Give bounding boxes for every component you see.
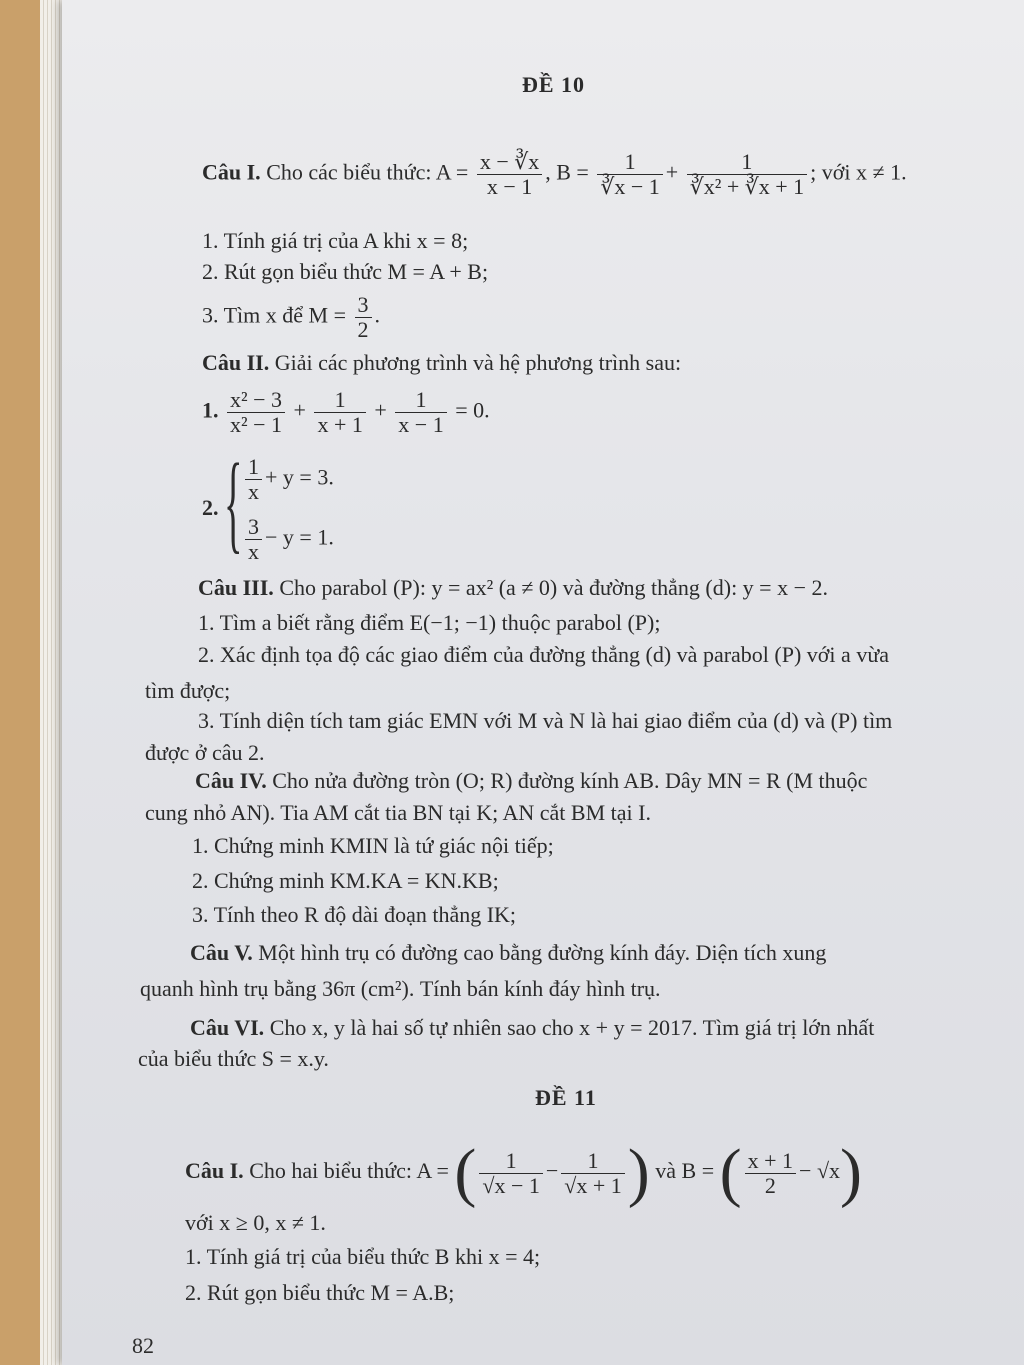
s2-fraction	[245, 515, 262, 564]
q3-item-1: 1. Tìm a biết rằng điểm E(−1; −1) thuộc parabol (P);	[198, 610, 661, 635]
de11-b1-fraction	[745, 1149, 796, 1198]
de10-question-1	[202, 150, 907, 199]
and-b: và B =	[655, 1158, 715, 1184]
eq-fraction-2	[314, 388, 365, 437]
a2-denominator: √x + 1	[564, 1172, 622, 1198]
f1-denominator: x² − 1	[230, 412, 283, 437]
de10-question-6	[190, 1015, 874, 1041]
q4-text-b: cung nhỏ AN). Tia AM cắt tia BN tại K; AN cắt BM tại I.	[145, 800, 651, 825]
fraction-b2	[687, 150, 807, 199]
q1-item-3-text: 3. Tìm x để M =	[202, 302, 346, 328]
system-line-2	[242, 515, 334, 564]
a-numerator: x − ∛x	[477, 150, 542, 175]
q5-label: Câu V.	[190, 940, 253, 965]
q4-item-3: 3. Tính theo R độ dài đoạn thẳng IK;	[192, 902, 517, 927]
s2-rest: − y = 1.	[265, 524, 334, 550]
close-paren-b: )	[840, 1136, 862, 1209]
fraction-b1	[597, 150, 662, 199]
i3-end: .	[374, 302, 380, 328]
de11-q1-intro: Cho hai biểu thức: A =	[249, 1158, 449, 1184]
q5-text-a: Một hình trụ có đường cao bằng đường kính đáy. Diện tích xung	[258, 940, 827, 965]
page-stack-edge	[40, 0, 64, 1365]
q3-item-2b: tìm được;	[145, 678, 231, 703]
s1-numerator: 1	[245, 455, 262, 480]
de11-question-1	[185, 1136, 862, 1209]
b2-denominator: ∛x² + ∛x + 1	[689, 174, 805, 199]
de10-question-2	[202, 350, 681, 376]
system-line-1	[242, 455, 334, 504]
q1-item-2: 2. Rút gọn biểu thức M = A + B;	[202, 259, 489, 284]
de11-q1-label: Câu I.	[185, 1158, 244, 1184]
q1-item-1: 1. Tính giá trị của A khi x = 8;	[202, 228, 469, 253]
q5-text-b: quanh hình trụ bằng 36π (cm²). Tính bán kính đáy hình trụ.	[140, 976, 661, 1001]
s1-fraction	[245, 455, 262, 504]
exam-10-title: ĐỀ 10	[522, 72, 586, 97]
a2-numerator: 1	[561, 1149, 624, 1174]
i3-numerator: 3	[355, 293, 372, 318]
system-brace: {	[224, 441, 243, 563]
q3-item-2a: 2. Xác định tọa độ các giao điểm của đường thẳng (d) và parabol (P) với a vừa	[198, 642, 890, 667]
a1-numerator: 1	[479, 1149, 542, 1174]
eq-fraction-3	[395, 388, 446, 437]
q2-system	[202, 441, 402, 575]
q1-label: Câu I.	[202, 159, 261, 185]
s2-denominator: x	[248, 539, 259, 564]
q6-text-b: của biểu thức S = x.y.	[138, 1046, 329, 1071]
close-paren: )	[627, 1136, 650, 1209]
i3-denominator: 2	[357, 317, 369, 342]
q1-intro: Cho các biểu thức: A =	[266, 159, 469, 185]
de10-question-5	[190, 940, 826, 966]
de10-question-3	[198, 575, 828, 601]
b1-numerator: 1	[597, 150, 662, 175]
b1-numerator: x + 1	[745, 1149, 796, 1174]
q6-text-a: Cho x, y là hai số tự nhiên sao cho x + y = 2017. Tìm giá trị lớn nhất	[269, 1015, 875, 1040]
q2-item-2-label: 2.	[202, 495, 219, 520]
q3-text: Cho parabol (P): y = ax² (a ≠ 0) và đường thẳng (d): y = x − 2.	[279, 575, 828, 600]
f2-denominator: x + 1	[317, 412, 363, 437]
b1-denominator: 2	[764, 1172, 776, 1198]
q4-item-2: 2. Chứng minh KM.KA = KN.KB;	[192, 868, 499, 893]
q2-item-1-label: 1.	[202, 397, 219, 423]
f3-numerator: 1	[395, 388, 446, 413]
de11-item-2: 2. Rút gọn biểu thức M = A.B;	[185, 1280, 455, 1305]
open-paren: (	[454, 1136, 477, 1209]
plus-sign: +	[665, 159, 679, 185]
de10-question-4	[195, 768, 867, 794]
de11-a1-fraction	[479, 1149, 542, 1198]
q1-condition: ; với x ≠ 1.	[810, 159, 907, 185]
de11-condition: với x ≥ 0, x ≠ 1.	[185, 1210, 326, 1235]
q4-item-1: 1. Chứng minh KMIN là tứ giác nội tiếp;	[192, 833, 554, 858]
exam-11-title: ĐỀ 11	[535, 1085, 597, 1110]
minus-sign: −	[545, 1158, 559, 1184]
b1-denominator: ∛x − 1	[600, 174, 660, 199]
eq-end: = 0.	[455, 397, 490, 423]
s1-denominator: x	[248, 479, 259, 504]
a1-denominator: √x − 1	[482, 1172, 540, 1198]
f1-numerator: x² − 3	[227, 388, 285, 413]
fraction-3-2	[355, 293, 372, 342]
b-rest: − √x	[799, 1158, 841, 1184]
q2-text: Giải các phương trình và hệ phương trình sau:	[274, 350, 682, 375]
eq-fraction-1	[227, 388, 285, 437]
fraction-a	[477, 150, 542, 199]
b-prefix: , B =	[545, 159, 589, 185]
q4-text-a: Cho nửa đường tròn (O; R) đường kính AB. Dây MN = R (M thuộc	[272, 768, 868, 793]
q2-label: Câu II.	[202, 350, 270, 375]
open-paren-b: (	[719, 1136, 742, 1209]
f3-denominator: x − 1	[398, 412, 444, 437]
f2-numerator: 1	[314, 388, 365, 413]
a-denominator: x − 1	[486, 174, 533, 199]
b2-numerator: 1	[687, 150, 807, 175]
q4-label: Câu IV.	[195, 768, 267, 793]
de11-item-1: 1. Tính giá trị của biểu thức B khi x = 4;	[185, 1244, 541, 1269]
q3-item-3b: được ở câu 2.	[145, 740, 265, 765]
de11-a2-fraction	[561, 1149, 624, 1198]
q1-item-3	[202, 293, 380, 342]
s1-rest: + y = 3.	[265, 464, 334, 490]
q3-item-3a: 3. Tính diện tích tam giác EMN với M và N là hai giao điểm của (d) và (P) tìm	[198, 708, 893, 733]
s2-numerator: 3	[245, 515, 262, 540]
q6-label: Câu VI.	[190, 1015, 265, 1040]
page-number: 82	[132, 1333, 154, 1358]
q2-equation-1: 1. $\frac{\text{x² − 3}}{\text{x² − 1}}$ + $\frac{1}{x + 1}$ + $\frac{1}{x - 1}$ = 0.	[202, 387, 490, 437]
q3-label: Câu III.	[198, 575, 274, 600]
